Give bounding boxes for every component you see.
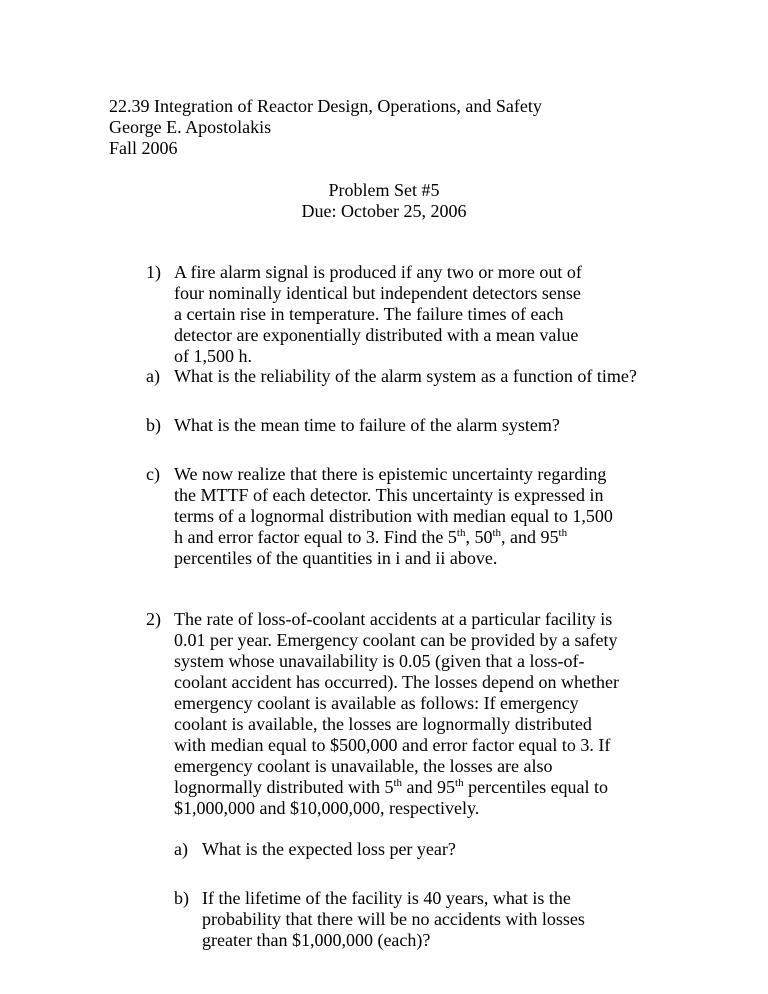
problem-1	[146, 262, 584, 367]
problem-1a-label: a)	[146, 366, 160, 386]
problem-1c-text-pre: We now realize that there is epistemic uncertainty regarding the MTTF of each detector. This uncertainty is expressed in terms of a lognormal distribution with median equal to 1,500 h and error factor equal to 3. Find the 5	[174, 464, 613, 547]
instructor-name: George E. Apostolakis	[109, 117, 272, 137]
problem-1-text: A fire alarm signal is produced if any two or more out of four nominally identical but independent detectors sense a certain rise in temperature. The failure times of each detector are exponentially distributed with a mean value of 1,500 h.	[174, 262, 582, 366]
superscript-th: th	[456, 527, 466, 539]
problem-1b-label: b)	[146, 415, 161, 435]
problem-1c-text-mid2: , and 95	[501, 527, 559, 547]
problem-2b	[174, 888, 612, 951]
problem-1-label: 1)	[146, 262, 161, 282]
problem-1c	[146, 464, 614, 569]
problem-2b-label: b)	[174, 888, 189, 908]
problem-1b	[146, 415, 694, 436]
due-date: Due: October 25, 2006	[301, 201, 467, 221]
problem-2a-label: a)	[174, 839, 188, 859]
problem-1a-text: What is the reliability of the alarm system as a function of time?	[174, 366, 637, 386]
problem-1c-label: c)	[146, 464, 160, 484]
problem-1c-text-mid1: , 50	[465, 527, 493, 547]
superscript-th: th	[455, 777, 464, 789]
problem-1a	[146, 366, 694, 387]
problem-1b-text: What is the mean time to failure of the alarm system?	[174, 415, 560, 435]
superscript-th: th	[393, 777, 403, 789]
problem-2-text-mid1: and 95	[402, 777, 456, 797]
problem-2a	[174, 839, 622, 860]
problem-2-label: 2)	[146, 609, 161, 629]
superscript-th: th	[492, 527, 502, 539]
term: Fall 2006	[109, 138, 178, 158]
problem-2-text-post: percentiles equal to $1,000,000 and $10,000,000, respectively.	[174, 777, 609, 818]
assignment-title: Problem Set #5	[328, 180, 440, 200]
problem-1c-text	[174, 464, 614, 569]
problem-2-text	[174, 609, 622, 819]
problem-2b-text: If the lifetime of the facility is 40 years, what is the probability that there will be no accidents with losses greater than $1,000,000 (each)?	[202, 888, 585, 950]
problem-1c-text-post: percentiles of the quantities in i and ii above.	[174, 548, 498, 568]
superscript-th: th	[558, 527, 568, 539]
course-title: 22.39 Integration of Reactor Design, Operations, and Safety	[109, 96, 542, 116]
document-header	[109, 96, 542, 159]
problem-2a-text: What is the expected loss per year?	[202, 839, 456, 859]
problem-2	[146, 609, 622, 819]
assignment-heading	[0, 180, 768, 222]
problem-2-text-pre: The rate of loss-of-coolant accidents at a particular facility is 0.01 per year. Emergency coolant can be provided by a safety system whose unavailability is 0.05 (given that a loss-of-coolant accident has occurred). The losses depend on whether emergency coolant is available as follows: If emergency coolant is available, the losses are lognormally distributed with median equal to $500,000 and error factor equal to 3. If emergency coolant is unavailable, the losses are also lognormally distributed with 5	[174, 609, 619, 797]
